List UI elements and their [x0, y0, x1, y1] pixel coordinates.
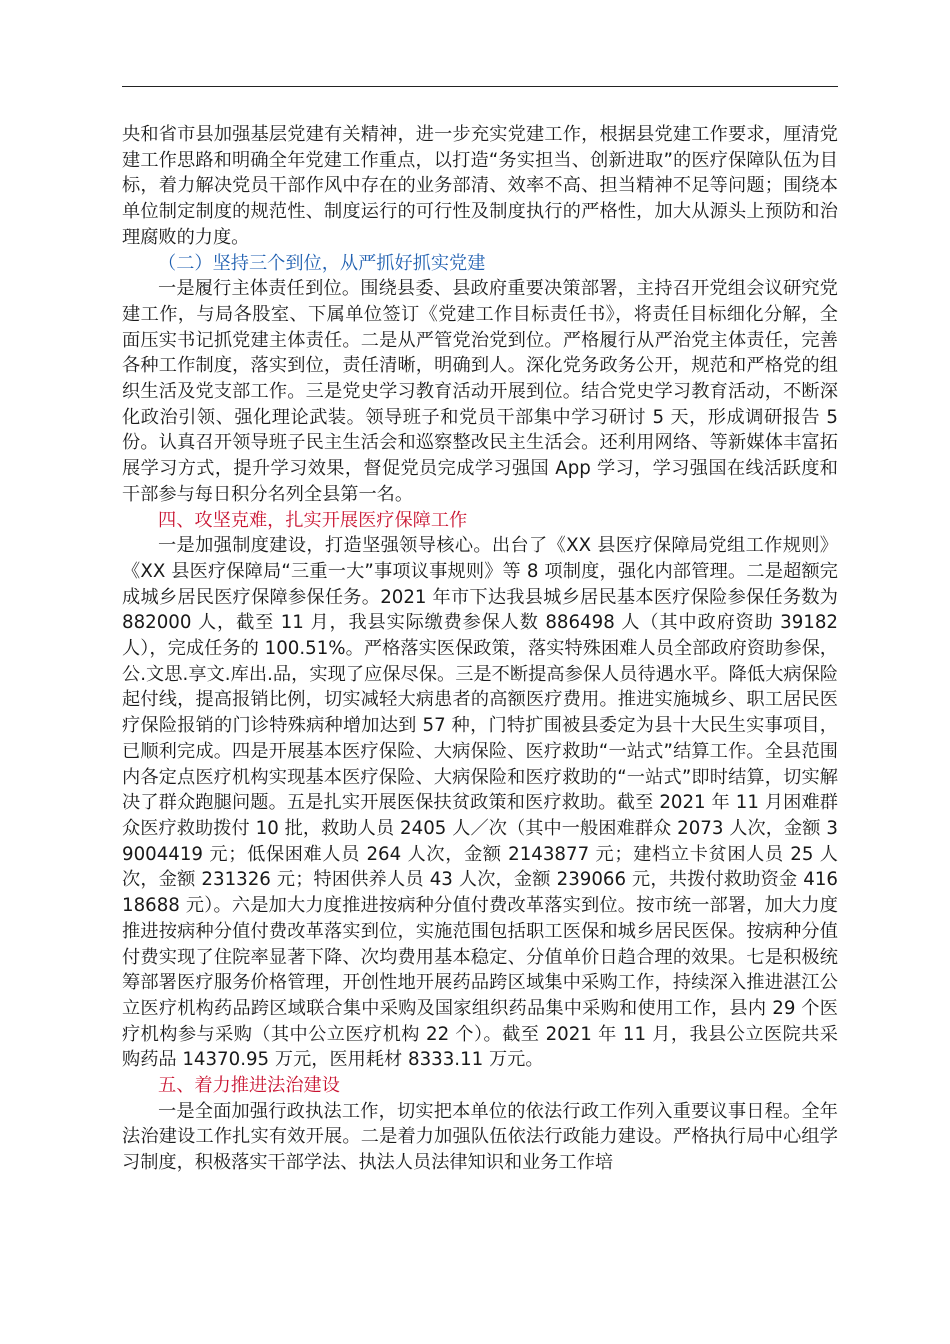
- paragraph-rule-of-law: 一是全面加强行政执法工作，切实把本单位的依法行政工作列入重要议事日程。全年法治建设工作扎实有效开展。二是着力加强队伍依法行政能力建设。严格执行局中心组学习制度，积极落实干部学法、执法人员法律知识和业务工作培: [122, 1100, 838, 1174]
- paragraph-three-in-place: 一是履行主体责任到位。围绕县委、县政府重要决策部署，主持召开党组会议研究党建工作，与局各股室、下属单位签订《党建工作目标责任书》，将责任目标细化分解，全面压实书记抓党建主体责任。二是从严管党治党到位。严格履行从严治党主体责任，完善各种工作制度，落实到位，责任清晰，明确到人。深化党务政务公开，规范和严格党的组织生活及党支部工作。三是党史学习教育活动开展到位。结合党史学习教育活动，不断深化政治引领、强化理论武装。领导班子和党员干部集中学习研讨 5 天，形成调研报告 5 份。认真召开领导班子民主生活会和巡察整改民主生活会。还利用网络、等新媒体丰富拓展学习方式，提升学习效果，督促党员完成学习强国 App 学习，学习强国在线活跃度和干部参与每日积分名列全县第一名。: [122, 278, 838, 505]
- header-rule: [122, 86, 838, 87]
- section-heading-4: 四、攻坚克难，扎实开展医疗保障工作: [158, 509, 468, 531]
- section-heading-2: （二）坚持三个到位，从严抓好抓实党建: [158, 252, 486, 274]
- document-body: [122, 122, 838, 1176]
- section-heading-5: 五、着力推进法治建设: [158, 1075, 340, 1097]
- paragraph-medical-security-work: 一是加强制度建设，打造坚强领导核心。出台了《XX 县医疗保障局党组工作规则》《XX 县医疗保障局“三重一大”事项议事规则》等 8 项制度，强化内部管理。二是超额完成城乡居民医疗保障参保任务。2021 年市下达我县城乡居民基本医疗保险参保任务数为 882000 人，截至 11 月，我县实际缴费参保人数 886498 人（其中政府资助 39182 人），完成任务的 100.51%。严格落实医保政策，落实特殊困难人员全部政府资助参保，公.文思.享文.库出.品，实现了应保尽保。三是不断提高参保人员待遇水平。降低大病保险起付线，提高报销比例，切实减轻大病患者的高额医疗费用。推进实施城乡、职工居民医疗保险报销的门诊特殊病种增加达到 57 种，门特扩围被县委定为县十大民生实事项目，已顺利完成。四是开展基本医疗保险、大病保险、医疗救助“一站式”结算工作。全县范围内各定点医疗机构实现基本医疗保险、大病保险和医疗救助的“一站式”即时结算，切实解决了群众跑腿问题。五是扎实开展医保扶贫政策和医疗救助。截至 2021 年 11 月困难群众医疗救助拨付 10 批，救助人员 2405 人／次（其中一般困难群众 2073 人次，金额 39004419 元；低保困难人员 264 人次，金额 2143877 元；建档立卡贫困人员 25 人次，金额 231326 元；特困供养人员 43 人次，金额 239066 元，共拨付救助资金 41618688 元）。六是加大力度推进按病种分值付费改革落实到位。按市统一部署，加大力度推进按病种分值付费改革落实到位，实施范围包括职工医保和城乡居民医保。按病种分值付费实现了住院率显著下降、次均费用基本稳定、分值单价日趋合理的效果。七是积极统筹部署医疗服务价格管理，开创性地开展药品跨区域集中采购工作，持续深入推进湛江公立医疗机构药品跨区域联合集中采购及国家组织药品集中采购和使用工作，县内 29 个医疗机构参与采购（其中公立医疗机构 22 个）。截至 2021 年 11 月，我县公立医院共采购药品 14370.95 万元，医用耗材 8333.11 万元。: [122, 535, 838, 1071]
- paragraph-party-building-spirit: 央和省市县加强基层党建有关精神，进一步充实党建工作，根据县党建工作要求，厘清党建工作思路和明确全年党建工作重点，以打造“务实担当、创新进取”的医疗保障队伍为目标，着力解决党员干部作风中存在的业务部清、效率不高、担当精神不足等问题；围绕本单位制定制度的规范性、制度运行的可行性及制度执行的严格性，加大从源头上预防和治理腐败的力度。: [122, 124, 838, 248]
